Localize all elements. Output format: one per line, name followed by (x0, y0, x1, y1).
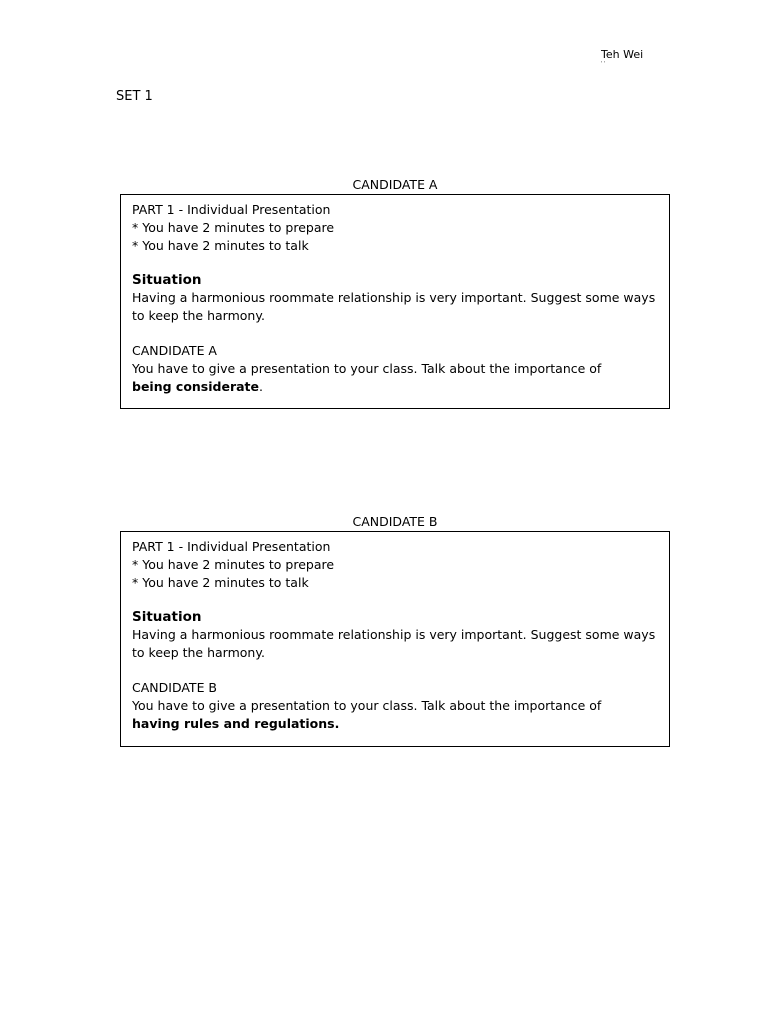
candidate-b-heading: CANDIDATE B (352, 514, 438, 529)
task-topic: being considerate (132, 378, 260, 394)
candidate-a-card (120, 194, 670, 409)
prepare-time-line: * You have 2 minutes to prepare (132, 556, 335, 572)
task-topic-line (132, 378, 658, 396)
talk-time-line: * You have 2 minutes to talk (132, 237, 309, 253)
candidate-a-heading: CANDIDATE A (352, 177, 438, 192)
situation-text: Having a harmonious roommate relationship is very important. Suggest some ways to keep the harmony. (132, 627, 656, 661)
task-text: You have to give a presentation to your class. Talk about the importance of (132, 360, 602, 376)
author-name-subscript: ' ' (601, 61, 606, 67)
situation-text: Having a harmonious roommate relationship is very important. Suggest some ways to keep the harmony. (132, 290, 656, 324)
candidate-label: CANDIDATE A (132, 342, 217, 358)
situation-heading: Situation (132, 609, 202, 626)
author-name: Teh Wei (601, 48, 644, 61)
spacer (132, 254, 658, 271)
talk-time-line: * You have 2 minutes to talk (132, 574, 309, 590)
part-title: PART 1 - Individual Presentation (132, 539, 331, 554)
part-title: PART 1 - Individual Presentation (132, 202, 331, 217)
prepare-time-line: * You have 2 minutes to prepare (132, 219, 335, 235)
task-end: . (259, 378, 263, 394)
task-topic: having rules and regulations. (132, 715, 340, 731)
spacer (132, 325, 658, 342)
situation-heading: Situation (132, 272, 202, 289)
task-text: You have to give a presentation to your class. Talk about the importance of (132, 697, 602, 713)
task-topic-line (132, 715, 658, 733)
candidate-label: CANDIDATE B (132, 679, 218, 695)
spacer (132, 591, 658, 608)
set-label: SET 1 (116, 89, 153, 104)
candidate-b-card (120, 531, 670, 747)
spacer (132, 662, 658, 679)
